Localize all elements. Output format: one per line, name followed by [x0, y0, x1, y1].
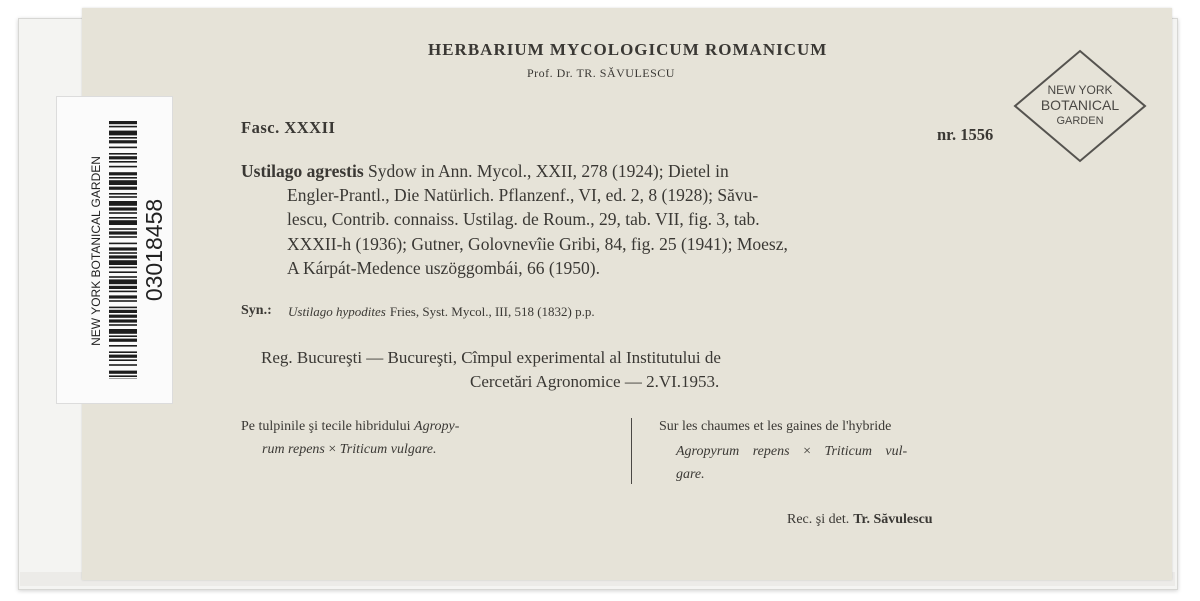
barcode-bar [109, 247, 137, 250]
barcode-bar [109, 147, 137, 149]
specimen-number: nr. 1556 [937, 125, 994, 144]
barcode-bar [109, 207, 137, 210]
barcode-bar [109, 217, 137, 219]
locality-line-2: Cercetări Agronomice — 2.VI.1953. [470, 372, 720, 391]
barcode-bar [109, 131, 137, 136]
credit-name: Tr. Săvulescu [853, 512, 933, 527]
barcode-bar [109, 267, 137, 269]
barcode-bar [109, 291, 137, 293]
host-fr-line-1: Sur les chaumes et les gaines de l'hybride [659, 419, 892, 434]
barcode-bar [109, 243, 137, 245]
barcode-institution: NEW YORK BOTANICAL GARDEN [89, 156, 103, 346]
herbarium-director: Prof. Dr. TR. SĂVULESCU [527, 66, 675, 80]
barcode-number: 03018458 [141, 198, 167, 302]
host-fr-line-3 [676, 467, 705, 483]
barcode-bar [109, 121, 137, 124]
credit-prefix: Rec. şi det. [787, 512, 850, 527]
reference-line-3: lescu, Contrib. connaiss. Ustilag. de Roum., 29, tab. VII, fig. 3, tab. [287, 209, 760, 229]
host-fr-species-2: Triticum vul- [824, 444, 908, 459]
barcode-bar [109, 212, 137, 214]
barcode-bar [109, 319, 137, 322]
barcode-bar [109, 307, 137, 309]
barcode-bar [109, 279, 137, 284]
barcode-bar [109, 271, 137, 273]
host-fr-cross: × [789, 444, 825, 459]
barcode-bar [109, 236, 137, 238]
barcode-bar [109, 310, 137, 313]
barcode-bar [109, 351, 137, 353]
barcode-bar [109, 156, 137, 159]
barcode-tag [56, 96, 173, 404]
barcode-bar [109, 252, 137, 254]
herbarium-label [82, 8, 1172, 580]
collector-credit [787, 512, 933, 528]
barcode-bar [109, 375, 137, 377]
barcode-bar [109, 335, 137, 337]
barcode-bar [109, 153, 137, 155]
barcode-bar [109, 345, 137, 347]
host-ro-line-1 [241, 419, 459, 435]
barcode-bar [109, 329, 137, 334]
barcode-bar [109, 371, 137, 374]
host-ro-cross: × [324, 442, 340, 457]
barcode-bar [109, 140, 137, 143]
barcode-bar [109, 276, 137, 278]
reference-line-5: A Kárpát-Medence uszöggombái, 66 (1950). [287, 258, 600, 278]
barcode-bar [109, 180, 137, 185]
species-name: Ustilago agrestis [241, 161, 364, 181]
barcode-bar [109, 255, 137, 258]
barcode-bar [109, 126, 137, 128]
barcode-bar [109, 137, 137, 139]
host-ro-genus: Agropy- [414, 419, 460, 434]
barcode-bars [109, 121, 137, 379]
reference-line-2: Engler-Prantl., Die Natürlich. Pflanzenf., VI, ed. 2, 8 (1928); Săvu- [287, 185, 759, 205]
barcode-bar [109, 364, 137, 366]
host-fr-species-1: Agropyrum repens [676, 444, 790, 459]
stamp-line-1: NEW YORK [1047, 83, 1113, 97]
locality-line-1: Reg. Bucureşti — Bucureşti, Cîmpul experimental al Institutului de [261, 348, 721, 367]
herbarium-title: HERBARIUM MYCOLOGICUM ROMANICUM [428, 40, 828, 59]
barcode-bar [109, 260, 137, 265]
barcode-bar [109, 300, 137, 302]
reference-text-1: Sydow in Ann. Mycol., XXII, 278 (1924); Dietel in [363, 161, 729, 181]
barcode-bar [109, 295, 137, 298]
barcode-bar [109, 172, 137, 175]
synonym-label: Syn.: [241, 303, 272, 318]
host-fr-line-2 [676, 444, 907, 460]
barcode-bar [109, 286, 137, 289]
barcode-bar [109, 220, 137, 225]
barcode-bar [109, 359, 137, 361]
barcode-bar [109, 201, 137, 206]
host-ro-line-2 [262, 442, 436, 458]
barcode-bar [109, 231, 137, 234]
synonym-name: Ustilago hypodites [288, 304, 386, 319]
host-ro-species-2: Triticum vulgare. [339, 442, 437, 457]
barcode-bar [109, 166, 137, 168]
barcode-bar [109, 193, 137, 195]
host-ro-species-1: rum repens [262, 442, 325, 457]
barcode-bar [109, 177, 137, 179]
barcode-bar [109, 228, 137, 230]
fascicle-label: Fasc. XXXII [241, 118, 336, 137]
reference-line-1 [241, 161, 729, 182]
barcode-bar [109, 315, 137, 318]
host-fr-species-3: gare. [676, 467, 705, 482]
barcode-bar [109, 161, 137, 163]
stamp-line-2: BOTANICAL [1040, 97, 1120, 113]
stamp-line-3: GARDEN [1056, 115, 1104, 127]
barcode-bar [109, 324, 137, 326]
column-divider [631, 418, 632, 484]
nybg-stamp [1012, 48, 1148, 164]
barcode-bar [109, 339, 137, 342]
barcode-bar [109, 196, 137, 198]
barcode-bar [109, 187, 137, 190]
host-ro-text: Pe tulpinile şi tecile hibridului [241, 419, 415, 434]
synonym-citation: Fries, Syst. Mycol., III, 518 (1832) p.p. [389, 304, 595, 319]
barcode-bar [109, 355, 137, 358]
reference-line-4: XXXII-h (1936); Gutner, Golovnevîie Gribi, 84, fig. 25 (1941); Moesz, [287, 234, 788, 254]
synonym-entry [288, 304, 595, 320]
